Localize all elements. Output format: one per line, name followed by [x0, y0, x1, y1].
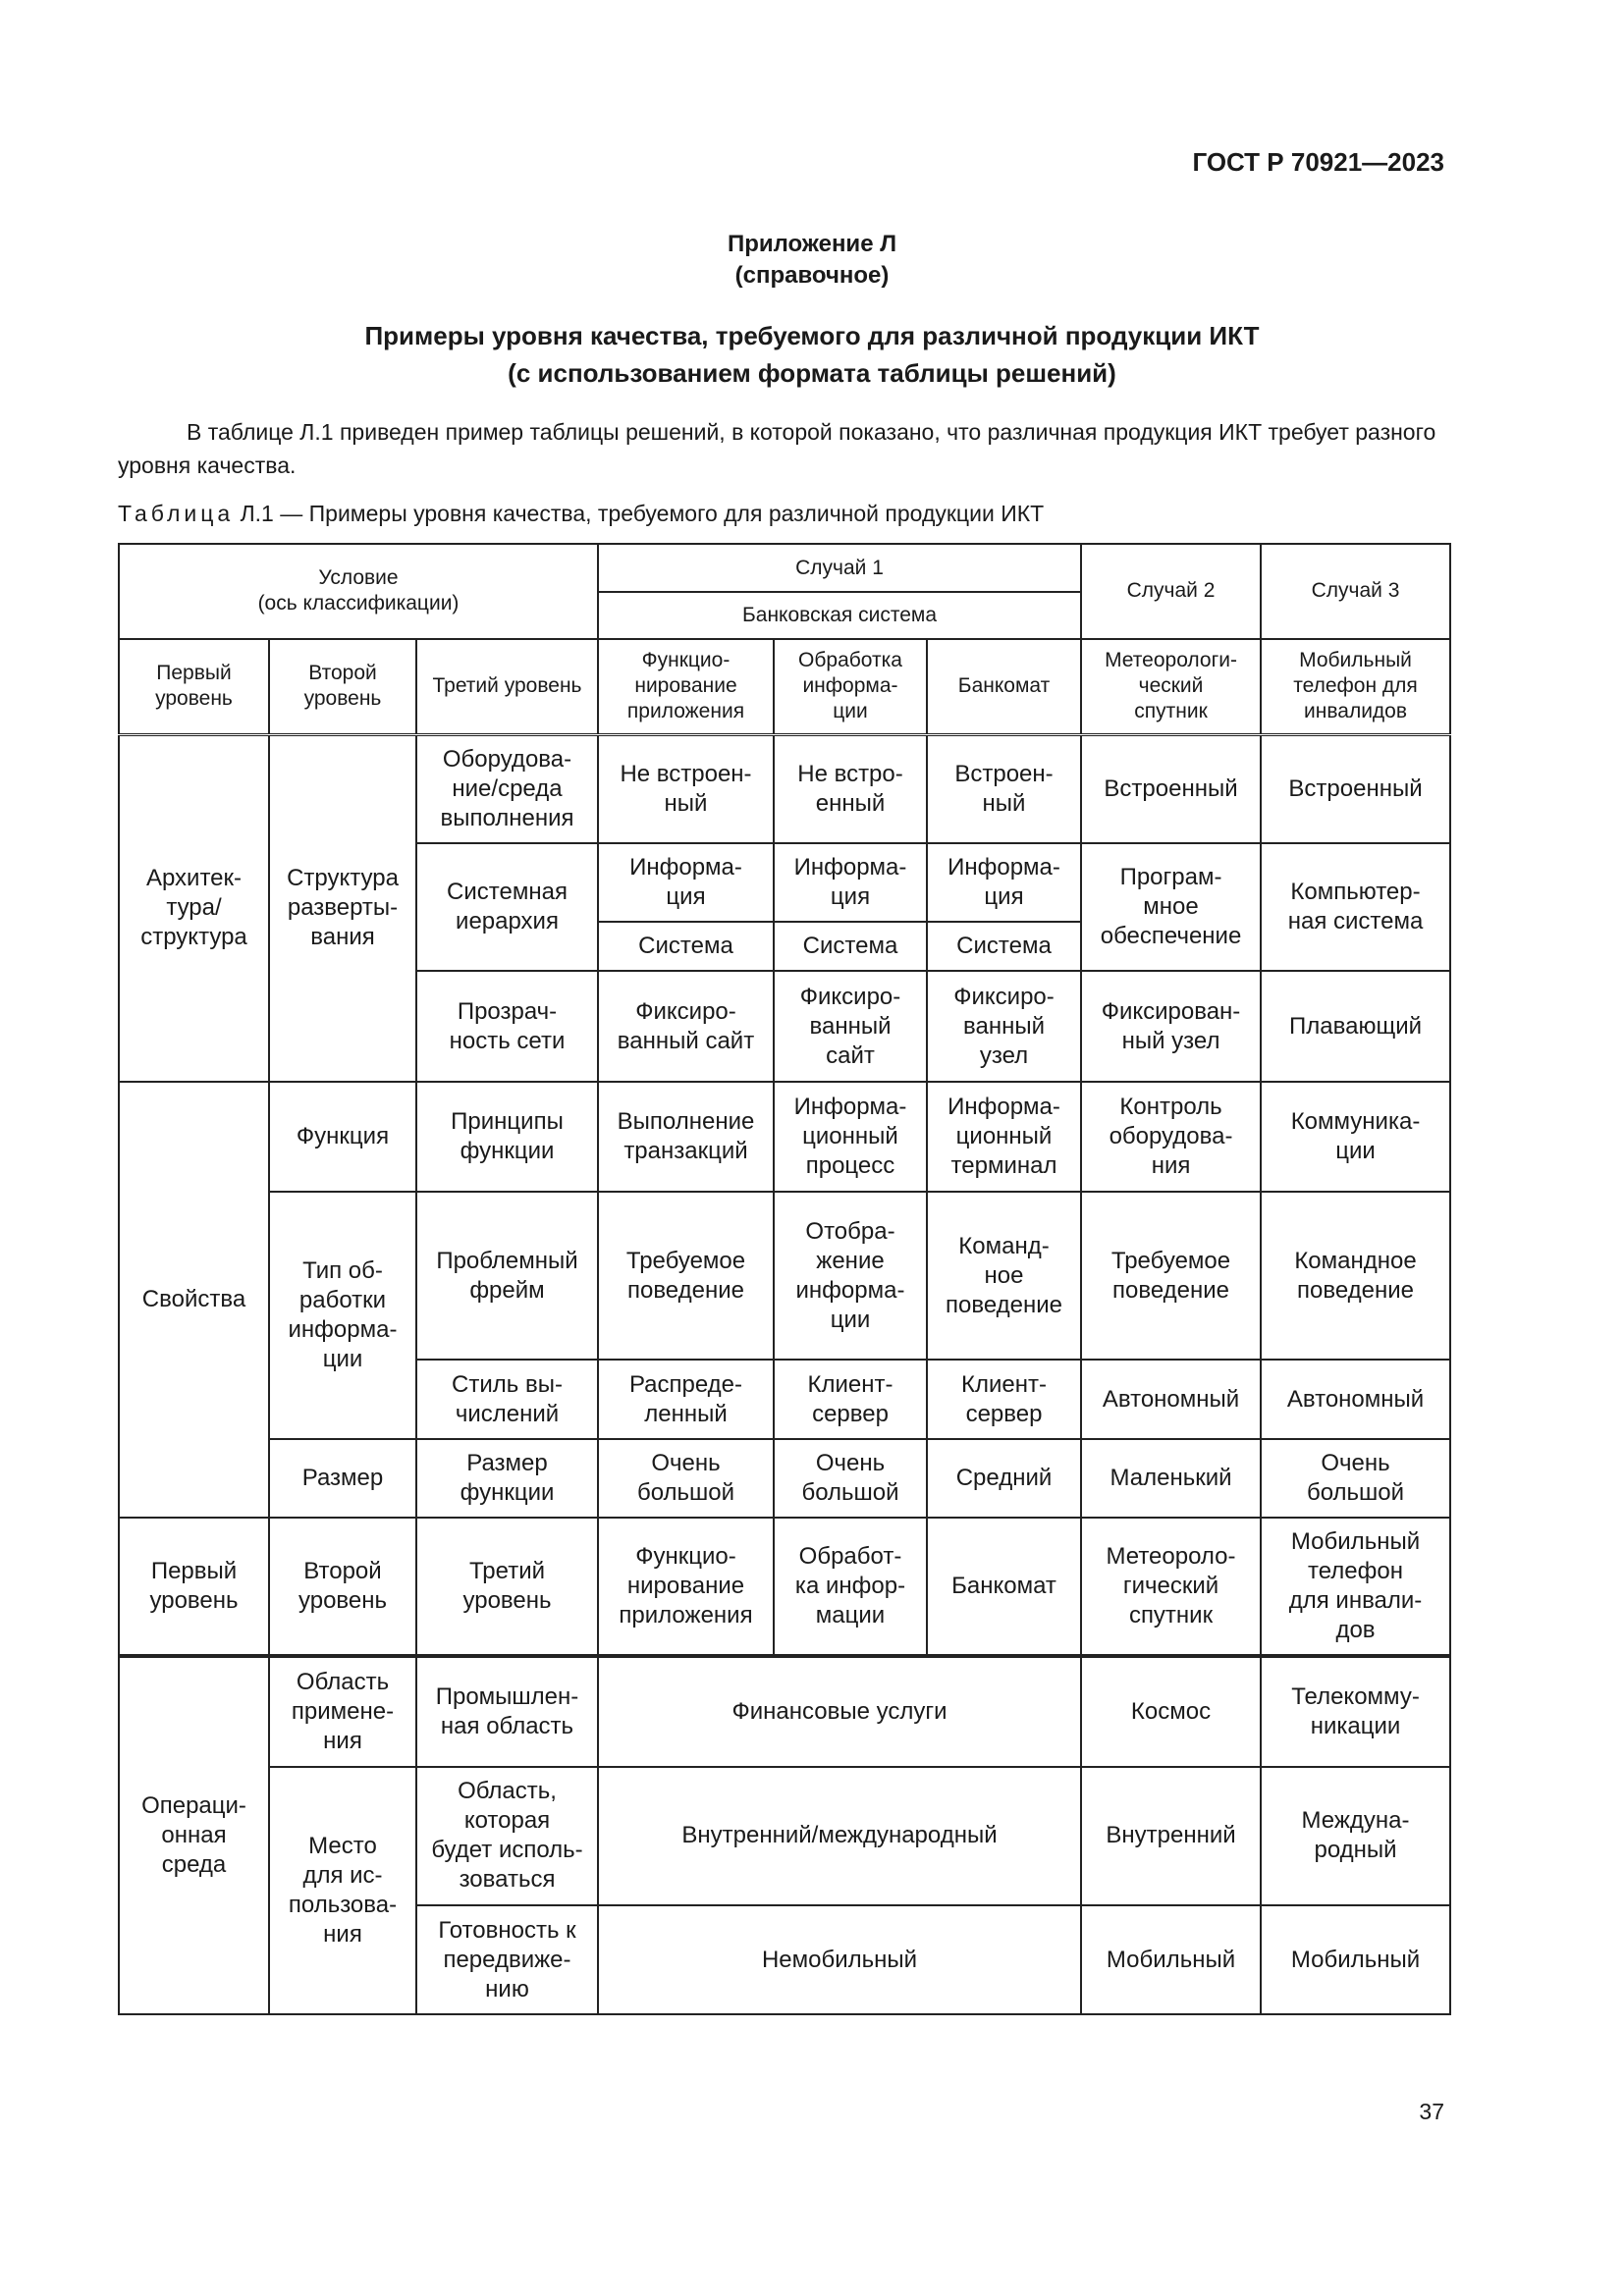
props-size-level3: Размер функции [416, 1439, 598, 1518]
header-level1: Первый уровень [119, 639, 269, 735]
env-mobility-phone: Мобильный [1261, 1905, 1450, 2014]
repeat-header-level2: Второй уровень [269, 1518, 416, 1656]
arch-hierarchy-level3: Системная иерархия [416, 843, 598, 972]
env-mobility-level3: Готовность к передвиже- нию [416, 1905, 598, 2014]
repeat-header-info: Обработ- ка инфор- мации [774, 1518, 927, 1656]
env-mobility-satellite: Мобильный [1081, 1905, 1261, 2014]
props-size-info: Очень большой [774, 1439, 927, 1518]
arch-hw-info: Не встро- енный [774, 734, 927, 843]
props-function-phone: Коммуника- ции [1261, 1082, 1450, 1193]
arch-level1: Архитек- тура/ структура [119, 734, 269, 1082]
header-col-atm: Банкомат [927, 639, 1081, 735]
header-col-app: Функцио- нирование приложения [598, 639, 774, 735]
env-region-satellite: Внутренний [1081, 1767, 1261, 1906]
arch-network-phone: Плавающий [1261, 971, 1450, 1082]
props-function-level2: Функция [269, 1082, 416, 1193]
props-frame-atm: Команд- ное поведение [927, 1192, 1081, 1360]
header-col-phone: Мобильный телефон для инвалидов [1261, 639, 1450, 735]
props-size-app: Очень большой [598, 1439, 774, 1518]
props-frame-info: Отобра- жение информа- ции [774, 1192, 927, 1360]
env-place-level2: Место для ис- пользова- ния [269, 1767, 416, 2014]
table-caption-word: Таблица [118, 501, 235, 526]
props-frame-satellite: Требуемое поведение [1081, 1192, 1261, 1360]
repeat-header-app: Функцио- нирование приложения [598, 1518, 774, 1656]
arch-hierarchy-atm-system: Система [927, 922, 1081, 971]
props-style-info: Клиент- сервер [774, 1360, 927, 1438]
props-frame-level3: Проблемный фрейм [416, 1192, 598, 1360]
arch-network-atm: Фиксиро- ванный узел [927, 971, 1081, 1082]
repeat-header-level1: Первый уровень [119, 1518, 269, 1656]
props-style-satellite: Автономный [1081, 1360, 1261, 1438]
repeat-header-phone: Мобильный телефон для инвали- дов [1261, 1518, 1450, 1656]
arch-hw-phone: Встроенный [1261, 734, 1450, 843]
env-mobility-case1: Немобильный [598, 1905, 1081, 2014]
table-caption [118, 501, 1044, 527]
annex-kind: (справочное) [734, 262, 890, 289]
repeat-header-satellite: Метеороло- гический спутник [1081, 1518, 1261, 1656]
arch-hw-satellite: Встроенный [1081, 734, 1261, 843]
props-function-info: Информа- ционный процесс [774, 1082, 927, 1193]
env-area-phone: Телекомму- никации [1261, 1656, 1450, 1767]
env-level1: Операци- онная среда [119, 1656, 269, 2014]
env-area-case1: Финансовые услуги [598, 1656, 1081, 1767]
arch-hierarchy-atm-info: Информа- ция [927, 843, 1081, 922]
arch-hw-atm: Встроен- ный [927, 734, 1081, 843]
props-style-level3: Стиль вы- числений [416, 1360, 598, 1438]
arch-hierarchy-info-info: Информа- ция [774, 843, 927, 922]
props-level1: Свойства [119, 1082, 269, 1518]
arch-hierarchy-phone: Компьютер- ная система [1261, 843, 1450, 972]
header-case1: Случай 1 [598, 544, 1081, 592]
env-region-level3: Область, которая будет исполь- зоваться [416, 1767, 598, 1906]
props-size-satellite: Маленький [1081, 1439, 1261, 1518]
arch-hw-app: Не встроен- ный [598, 734, 774, 843]
header-banking-system: Банковская система [598, 592, 1081, 638]
annex-heading [0, 317, 1624, 392]
env-region-phone: Междуна- родный [1261, 1767, 1450, 1906]
props-size-level2: Размер [269, 1439, 416, 1518]
env-area-level2: Область примене- ния [269, 1656, 416, 1767]
props-style-atm: Клиент- сервер [927, 1360, 1081, 1438]
header-level3: Третий уровень [416, 639, 598, 735]
props-processing-level2: Тип об- работки информа- ции [269, 1192, 416, 1438]
props-function-app: Выполнение транзакций [598, 1082, 774, 1193]
annex-heading-line1: Примеры уровня качества, требуемого для различной продукции ИКТ [364, 321, 1260, 350]
props-frame-phone: Командное поведение [1261, 1192, 1450, 1360]
page-number: 37 [1419, 2099, 1444, 2124]
arch-hierarchy-info-system: Система [774, 922, 927, 971]
env-area-level3: Промышлен- ная область [416, 1656, 598, 1767]
props-style-app: Распреде- ленный [598, 1360, 774, 1438]
arch-network-app: Фиксиро- ванный сайт [598, 971, 774, 1082]
props-style-phone: Автономный [1261, 1360, 1450, 1438]
header-col-info: Обработка информа- ции [774, 639, 927, 735]
repeat-header-atm: Банкомат [927, 1518, 1081, 1656]
arch-network-satellite: Фиксирован- ный узел [1081, 971, 1261, 1082]
arch-hw-level3: Оборудова- ние/среда выполнения [416, 734, 598, 843]
header-case2: Случай 2 [1081, 544, 1261, 639]
env-area-satellite: Космос [1081, 1656, 1261, 1767]
header-case3: Случай 3 [1261, 544, 1450, 639]
arch-hierarchy-app-info: Информа- ция [598, 843, 774, 922]
header-level2: Второй уровень [269, 639, 416, 735]
repeat-header-level3: Третий уровень [416, 1518, 598, 1656]
arch-hierarchy-app-system: Система [598, 922, 774, 971]
arch-level2: Структура разверты- вания [269, 734, 416, 1082]
props-frame-app: Требуемое поведение [598, 1192, 774, 1360]
intro-paragraph: В таблице Л.1 приведен пример таблицы решений, в которой показано, что различная продукция ИКТ требует разного уровня качества. [118, 419, 1436, 478]
arch-hierarchy-satellite: Програм- мное обеспечение [1081, 843, 1261, 972]
annex-title: Приложение Л [727, 231, 897, 257]
props-function-level3: Принципы функции [416, 1082, 598, 1193]
header-condition: Условие (ось классификации) [119, 544, 598, 639]
annex-heading-line2: (с использованием формата таблицы решений) [508, 358, 1116, 388]
table-caption-text: Л.1 — Примеры уровня качества, требуемого для различной продукции ИКТ [234, 501, 1045, 526]
header-col-satellite: Метеорологи- ческий спутник [1081, 639, 1261, 735]
props-function-satellite: Контроль оборудова- ния [1081, 1082, 1261, 1193]
document-code: ГОСТ Р 70921—2023 [1192, 147, 1444, 177]
arch-network-level3: Прозрач- ность сети [416, 971, 598, 1082]
decision-table [118, 543, 1451, 2015]
env-region-case1: Внутренний/международный [598, 1767, 1081, 1906]
props-function-atm: Информа- ционный терминал [927, 1082, 1081, 1193]
props-size-phone: Очень большой [1261, 1439, 1450, 1518]
arch-network-info: Фиксиро- ванный сайт [774, 971, 927, 1082]
props-size-atm: Средний [927, 1439, 1081, 1518]
